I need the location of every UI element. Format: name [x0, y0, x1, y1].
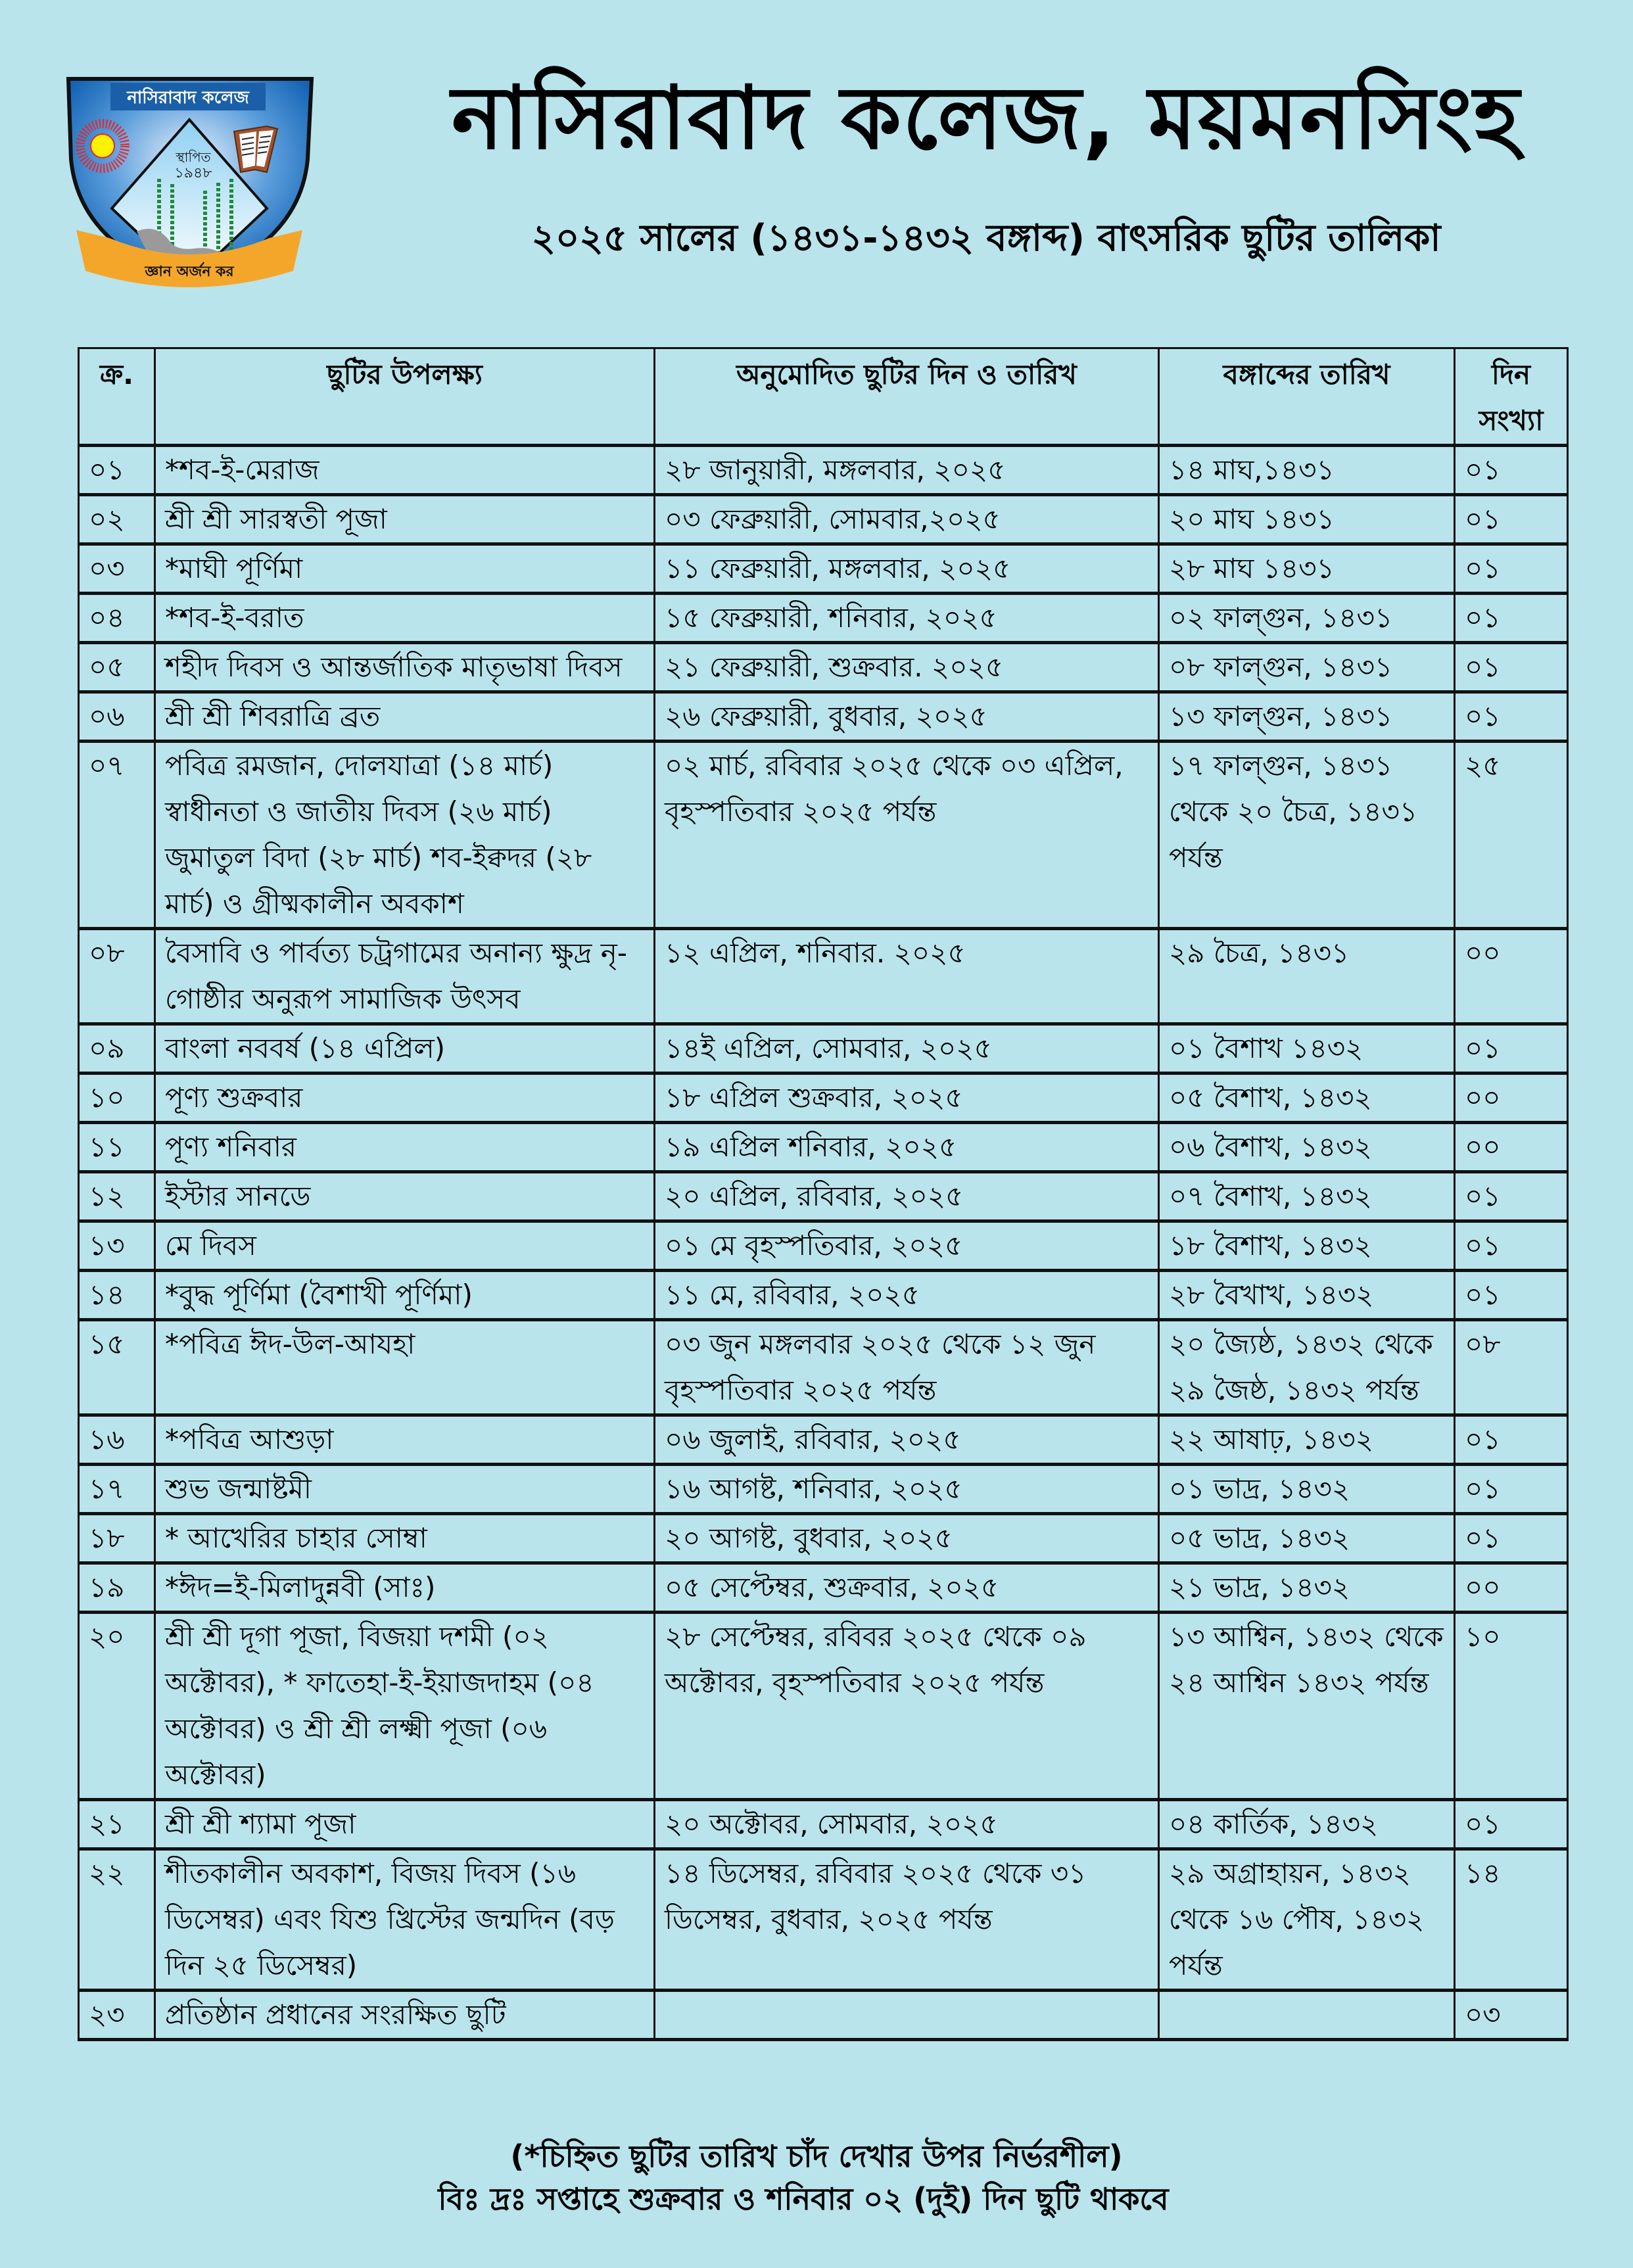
row-serial: ০৩	[79, 544, 155, 594]
table-row	[79, 1221, 1568, 1271]
table-row	[79, 1613, 1568, 1800]
row-occasion: প্রতিষ্ঠান প্রধানের সংরক্ষিত ছুটি	[155, 1991, 655, 2040]
row-day-count: ১০	[1455, 1613, 1568, 1800]
row-bangla-date: ২১ ভাদ্র, ১৪৩২	[1159, 1563, 1455, 1613]
row-occasion: পবিত্র রমজান, দোলযাত্রা (১৪ মার্চ) স্বাধীনতা ও জাতীয় দিবস (২৬ মার্চ) জুমাতুল বিদা (২৮ মার্চ) শব-ইক্বদর (২৮ মার্চ) ও গ্রীষ্মকালীন অবকাশ	[155, 742, 655, 929]
row-occasion: *মাঘী পূর্ণিমা	[155, 544, 655, 594]
row-occasion: *পবিত্র ঈদ-উল-আযহা	[155, 1320, 655, 1415]
row-day-count: ০০	[1455, 1563, 1568, 1613]
row-day-count: ০১	[1455, 1415, 1568, 1465]
row-bangla-date: ০১ বৈশাখ ১৪৩২	[1159, 1024, 1455, 1074]
row-day-count: ০১	[1455, 1221, 1568, 1271]
row-date: ০১ মে বৃহস্পতিবার, ২০২৫	[655, 1221, 1159, 1271]
row-bangla-date: ১৮ বৈশাখ, ১৪৩২	[1159, 1221, 1455, 1271]
row-serial: ২১	[79, 1800, 155, 1849]
row-serial: ০৭	[79, 742, 155, 929]
col-header-occasion: ছুটির উপলক্ষ্য	[155, 348, 655, 446]
row-serial: ১০	[79, 1074, 155, 1123]
row-date: ১৬ আগষ্ট, শনিবার, ২০২৫	[655, 1465, 1159, 1514]
row-date: ১৫ ফেব্রুয়ারী, শনিবার, ২০২৫	[655, 594, 1159, 643]
table-row	[79, 495, 1568, 544]
row-date: ১২ এপ্রিল, শনিবার. ২০২৫	[655, 929, 1159, 1024]
row-bangla-date: ২০ জ্যৈষ্ঠ, ১৪৩২ থেকে ২৯ জৈষ্ঠ, ১৪৩২ পর্যন্ত	[1159, 1320, 1455, 1415]
table-row	[79, 692, 1568, 742]
row-bangla-date: ০৫ বৈশাখ, ১৪৩২	[1159, 1074, 1455, 1123]
row-bangla-date: ১৩ আশ্বিন, ১৪৩২ থেকে ২৪ আশ্বিন ১৪৩২ পর্যন্ত	[1159, 1613, 1455, 1800]
footnote-weekly-holidays: বিঃ দ্রঃ সপ্তাহে শুক্রবার ও শনিবার ০২ (দুই) দিন ছুটি থাকবে	[438, 2181, 1169, 2217]
row-occasion: শীতকালীন অবকাশ, বিজয় দিবস (১৬ ডিসেম্বর) এবং যিশু খ্রিস্টের জন্মদিন (বড় দিন ২৫ ডিসেম্বর)	[155, 1849, 655, 1991]
logo-motto: জ্ঞান অর্জন কর	[145, 264, 234, 280]
table-row	[79, 1991, 1568, 2040]
row-day-count: ০৮	[1455, 1320, 1568, 1415]
row-date: ১৯ এপ্রিল শনিবার, ২০২৫	[655, 1123, 1159, 1172]
row-serial: ০১	[79, 446, 155, 495]
row-date: ১১ ফেব্রুয়ারী, মঙ্গলবার, ২০২৫	[655, 544, 1159, 594]
row-bangla-date: ২৮ মাঘ ১৪৩১	[1159, 544, 1455, 594]
table-row	[79, 1320, 1568, 1415]
row-day-count: ০১	[1455, 1465, 1568, 1514]
row-day-count: ০১	[1455, 1514, 1568, 1563]
row-day-count: ০১	[1455, 1172, 1568, 1221]
row-bangla-date: ২৯ চৈত্র, ১৪৩১	[1159, 929, 1455, 1024]
table-row	[79, 1074, 1568, 1123]
row-serial: ২০	[79, 1613, 155, 1800]
row-bangla-date: ০৬ বৈশাখ, ১৪৩২	[1159, 1123, 1455, 1172]
table-row	[79, 742, 1568, 929]
holiday-table	[78, 347, 1569, 2041]
row-date: ২৮ সেপ্টেম্বর, রবিবর ২০২৫ থেকে ০৯ অক্টোবর, বৃহস্পতিবার ২০২৫ পর্যন্ত	[655, 1613, 1159, 1800]
table-row	[79, 1415, 1568, 1465]
row-day-count: ০১	[1455, 1800, 1568, 1849]
col-header-sl: ক্র.	[79, 348, 155, 446]
row-date: ২৮ জানুয়ারী, মঙ্গলবার, ২০২৫	[655, 446, 1159, 495]
row-serial: ১৫	[79, 1320, 155, 1415]
row-occasion: বৈসাবি ও পার্বত্য চট্রগামের অনান্য ক্ষুদ্র নৃ-গোষ্ঠীর অনুরূপ সামাজিক উৎসব	[155, 929, 655, 1024]
row-occasion: ইস্টার সানডে	[155, 1172, 655, 1221]
row-day-count: ০৩	[1455, 1991, 1568, 2040]
row-serial: ১৭	[79, 1465, 155, 1514]
row-occasion: মে দিবস	[155, 1221, 655, 1271]
row-serial: ২৩	[79, 1991, 155, 2040]
row-occasion: শ্রী শ্রী দূগা পূজা, বিজয়া দশমী (০২ অক্টোবর), * ফাতেহা-ই-ইয়াজদাহম (০৪ অক্টোবর) ও শ্রী শ্রী লক্ষ্মী পূজা (০৬ অক্টোবর)	[155, 1613, 655, 1800]
row-date: ০৬ জুলাই, রবিবার, ২০২৫	[655, 1415, 1159, 1465]
row-date: ২০ এপ্রিল, রবিবার, ২০২৫	[655, 1172, 1159, 1221]
row-bangla-date: ১৪ মাঘ,১৪৩১	[1159, 446, 1455, 495]
footnote-moon-dependent: (*চিহ্নিত ছুটির তারিখ চাঁদ দেখার উপর নির্ভরশীল)	[510, 2138, 1123, 2174]
row-occasion: *বুদ্ধ পূর্ণিমা (বৈশাখী পূর্ণিমা)	[155, 1271, 655, 1320]
row-bangla-date: ০৭ বৈশাখ, ১৪৩২	[1159, 1172, 1455, 1221]
row-day-count: ০১	[1455, 643, 1568, 692]
row-date: ০২ মার্চ, রবিবার ২০২৫ থেকে ০৩ এপ্রিল, বৃহস্পতিবার ২০২৫ পর্যন্ত	[655, 742, 1159, 929]
col-header-date: অনুমোদিত ছুটির দিন ও তারিখ	[655, 348, 1159, 446]
row-occasion: শ্রী শ্রী সারস্বতী পূজা	[155, 495, 655, 544]
table-row	[79, 594, 1568, 643]
row-occasion: শুভ জন্মাষ্টমী	[155, 1465, 655, 1514]
row-occasion: শ্রী শ্রী শ্যামা পূজা	[155, 1800, 655, 1849]
row-serial: ১৯	[79, 1563, 155, 1613]
row-date: ২০ অক্টোবর, সোমবার, ২০২৫	[655, 1800, 1159, 1849]
row-date: ২১ ফেব্রুয়ারী, শুক্রবার. ২০২৫	[655, 643, 1159, 692]
established-year: ১৯৪৮	[174, 165, 212, 181]
table-body	[79, 446, 1568, 2040]
row-date: ১১ মে, রবিবার, ২০২৫	[655, 1271, 1159, 1320]
row-occasion: শহীদ দিবস ও আন্তর্জাতিক মাতৃভাষা দিবস	[155, 643, 655, 692]
table-row	[79, 1271, 1568, 1320]
row-day-count: ০১	[1455, 495, 1568, 544]
row-occasion: পূণ্য শনিবার	[155, 1123, 655, 1172]
row-serial: ০৮	[79, 929, 155, 1024]
table-header-row	[79, 348, 1568, 446]
row-serial: ১৬	[79, 1415, 155, 1465]
table-row	[79, 1563, 1568, 1613]
row-bangla-date: ২৮ বৈখাখ, ১৪৩২	[1159, 1271, 1455, 1320]
row-occasion: বাংলা নববর্ষ (১৪ এপ্রিল)	[155, 1024, 655, 1074]
row-serial: ১৪	[79, 1271, 155, 1320]
row-bangla-date: ০৪ কার্তিক, ১৪৩২	[1159, 1800, 1455, 1849]
row-serial: ২২	[79, 1849, 155, 1991]
row-serial: ০২	[79, 495, 155, 544]
row-day-count: ০১	[1455, 1024, 1568, 1074]
table-row	[79, 1024, 1568, 1074]
row-day-count: ০০	[1455, 929, 1568, 1024]
table-row	[79, 446, 1568, 495]
table-row	[79, 544, 1568, 594]
row-bangla-date: ১৭ ফাল্গুন, ১৪৩১ থেকে ২০ চৈত্র, ১৪৩১ পর্যন্ত	[1159, 742, 1455, 929]
row-date: ১৪ ডিসেম্বর, রবিবার ২০২৫ থেকে ৩১ ডিসেম্বর, বুধবার, ২০২৫ পর্যন্ত	[655, 1849, 1159, 1991]
row-bangla-date: ২৯ অগ্রাহায়ন, ১৪৩২ থেকে ১৬ পৌষ, ১৪৩২ পর্যন্ত	[1159, 1849, 1455, 1991]
page-subtitle: ২০২৫ সালের (১৪৩১-১৪৩২ বঙ্গাব্দ) বাৎসরিক ছুটির তালিকা	[531, 217, 1441, 260]
row-bangla-date: ২২ আষাঢ়, ১৪৩২	[1159, 1415, 1455, 1465]
row-day-count: ০১	[1455, 594, 1568, 643]
row-occasion: * আখেরির চাহার সোম্বা	[155, 1514, 655, 1563]
row-date: ২৬ ফেব্রুয়ারী, বুধবার, ২০২৫	[655, 692, 1159, 742]
row-bangla-date: ১৩ ফাল্গুন, ১৪৩১	[1159, 692, 1455, 742]
row-date: ২০ আগষ্ট, বুধবার, ২০২৫	[655, 1514, 1159, 1563]
table-row	[79, 1849, 1568, 1991]
row-date: ০৫ সেপ্টেম্বর, শুক্রবার, ২০২৫	[655, 1563, 1159, 1613]
row-serial: ০৪	[79, 594, 155, 643]
row-day-count: ০০	[1455, 1074, 1568, 1123]
table-row	[79, 1800, 1568, 1849]
row-serial: ০৯	[79, 1024, 155, 1074]
row-serial: ১৩	[79, 1221, 155, 1271]
table-row	[79, 1123, 1568, 1172]
row-date	[655, 1991, 1159, 2040]
row-occasion: *শব-ই-বরাত	[155, 594, 655, 643]
row-serial: ১২	[79, 1172, 155, 1221]
row-bangla-date: ২০ মাঘ ১৪৩১	[1159, 495, 1455, 544]
row-day-count: ২৫	[1455, 742, 1568, 929]
row-date: ১৪ই এপ্রিল, সোমবার, ২০২৫	[655, 1024, 1159, 1074]
row-occasion: *শব-ই-মেরাজ	[155, 446, 655, 495]
row-day-count: ০১	[1455, 446, 1568, 495]
row-serial: ০৬	[79, 692, 155, 742]
row-occasion: *পবিত্র আশুড়া	[155, 1415, 655, 1465]
row-bangla-date: ০২ ফাল্গুন, ১৪৩১	[1159, 594, 1455, 643]
table-row	[79, 1172, 1568, 1221]
table-row	[79, 1465, 1568, 1514]
row-serial: ১১	[79, 1123, 155, 1172]
row-day-count: ১৪	[1455, 1849, 1568, 1991]
row-date: ০৩ জুন মঙ্গলবার ২০২৫ থেকে ১২ জুন বৃহস্পতিবার ২০২৫ পর্যন্ত	[655, 1320, 1159, 1415]
row-bangla-date: ০১ ভাদ্র, ১৪৩২	[1159, 1465, 1455, 1514]
table-row	[79, 1514, 1568, 1563]
row-serial: ১৮	[79, 1514, 155, 1563]
row-occasion: পূণ্য শুক্রবার	[155, 1074, 655, 1123]
college-logo	[63, 74, 316, 297]
table-row	[79, 643, 1568, 692]
row-day-count: ০১	[1455, 1271, 1568, 1320]
established-label: স্থাপিত	[176, 149, 211, 165]
row-occasion: *ঈদ=ই-মিলাদুন্নবী (সাঃ)	[155, 1563, 655, 1613]
row-date: ১৮ এপ্রিল শুক্রবার, ২০২৫	[655, 1074, 1159, 1123]
row-occasion: শ্রী শ্রী শিবরাত্রি ব্রত	[155, 692, 655, 742]
row-serial: ০৫	[79, 643, 155, 692]
logo-banner-text: নাসিরাবাদ কলেজ	[127, 88, 249, 108]
page-title: নাসিরাবাদ কলেজ, ময়মনসিংহ	[451, 68, 1521, 169]
table-row	[79, 929, 1568, 1024]
row-day-count: ০০	[1455, 1123, 1568, 1172]
row-day-count: ০১	[1455, 692, 1568, 742]
row-bangla-date: ০৮ ফাল্গুন, ১৪৩১	[1159, 643, 1455, 692]
col-header-bangla-date: বঙ্গাব্দের তারিখ	[1159, 348, 1455, 446]
row-date: ০৩ ফেব্রুয়ারী, সোমবার,২০২৫	[655, 495, 1159, 544]
row-bangla-date	[1159, 1991, 1455, 2040]
row-bangla-date: ০৫ ভাদ্র, ১৪৩২	[1159, 1514, 1455, 1563]
col-header-days: দিন সংখ্যা	[1455, 348, 1568, 446]
row-day-count: ০১	[1455, 544, 1568, 594]
